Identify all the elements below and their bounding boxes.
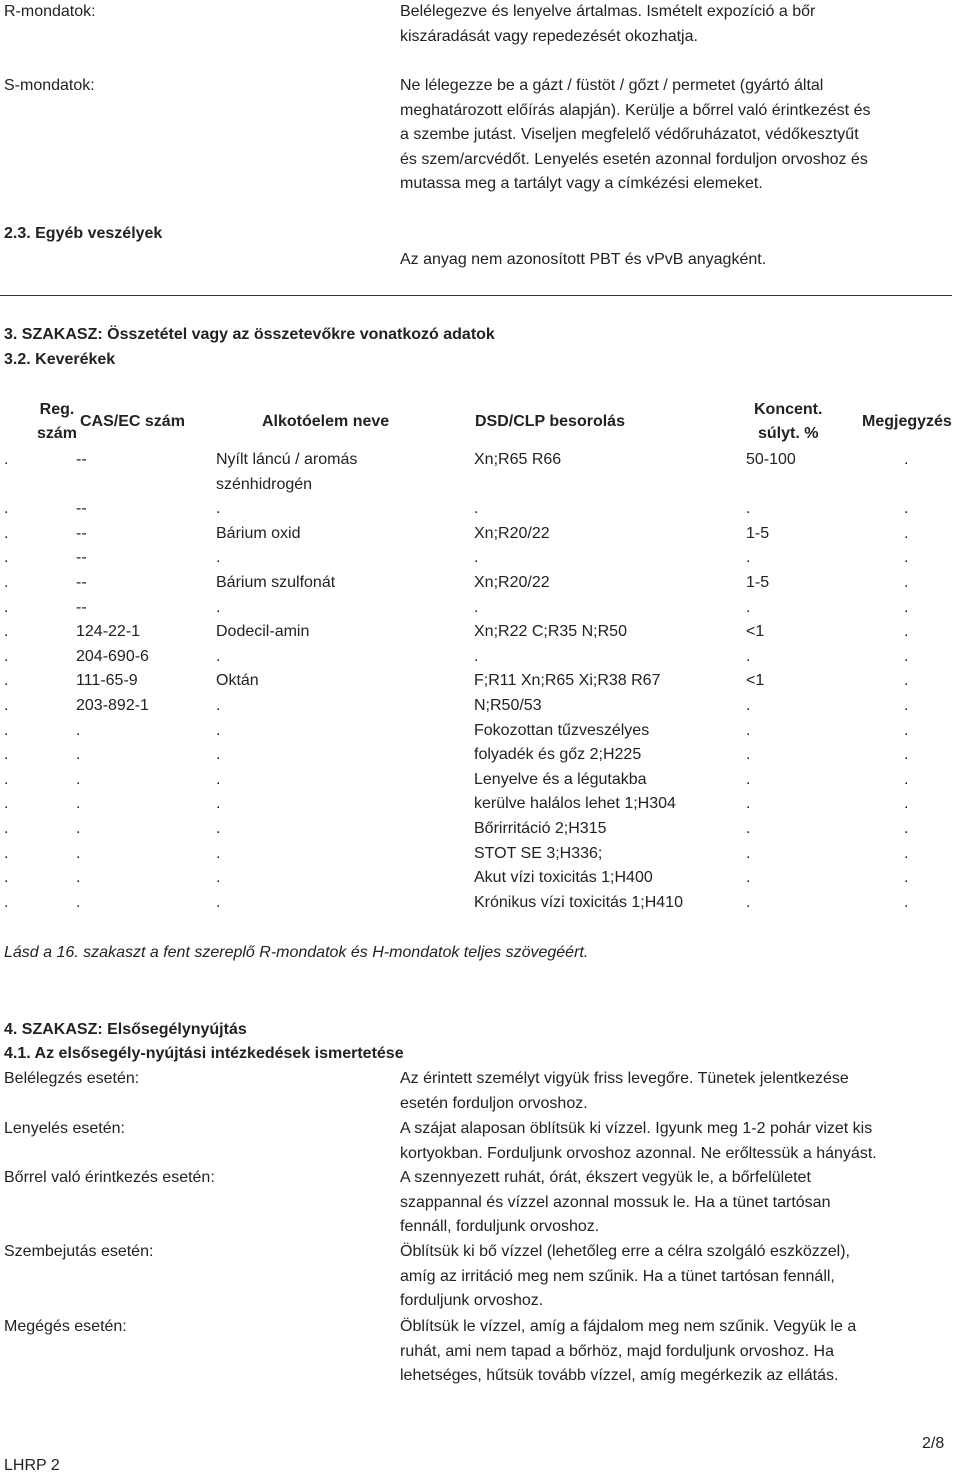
first-aid-text-line: esetén forduljon orvoshoz.: [400, 1094, 588, 1112]
table-cell-name: .: [216, 844, 221, 862]
table-cell-name: .: [216, 820, 221, 837]
table-cell-reg: .: [4, 844, 9, 862]
table-cell-cas: 124-22-1: [76, 623, 141, 641]
table-cell-cas: --: [76, 549, 87, 567]
col-header-note: Megjegyzés: [862, 413, 952, 430]
section3-subheading: 3.2. Keverékek: [4, 351, 116, 368]
table-cell-reg: .: [4, 623, 9, 641]
table-cell-conc: .: [746, 500, 751, 518]
table-cell-name: szénhidrogén: [216, 475, 313, 493]
col-header-cas: CAS/EC szám: [80, 413, 185, 430]
first-aid-text: [400, 1315, 856, 1389]
table-cell-cas: .: [76, 795, 81, 813]
table-cell-cas: --: [76, 500, 87, 518]
r-phrases-text: Belélegezve és lenyelve ártalmas. Ismételt expozíció a bőr kiszáradását vagy repedezését okozhatja.: [400, 3, 816, 45]
table-cell-reg: .: [4, 574, 9, 591]
table-cell-name: .: [216, 770, 221, 788]
footer-doc-code: LHRP 2: [4, 1457, 60, 1474]
first-aid-text-line: fennáll, forduljunk orvoshoz.: [400, 1218, 600, 1235]
table-cell-name: Oktán: [216, 672, 259, 690]
table-cell-conc: .: [746, 549, 751, 567]
table-cell-name: .: [216, 721, 221, 739]
first-aid-label: Belélegzés esetén:: [4, 1070, 140, 1087]
table-cell-cas: --: [76, 451, 87, 468]
table-cell-reg: .: [4, 451, 9, 468]
table-cell-note: .: [904, 869, 909, 887]
table-cell-reg: .: [4, 697, 9, 714]
table-cell-note: .: [904, 524, 909, 542]
table-cell-name: .: [216, 697, 221, 714]
table-cell-name: .: [216, 795, 221, 813]
footer-page-number: 2/8: [922, 1435, 945, 1452]
table-cell-dsd: Xn;R20/22: [474, 524, 550, 542]
table-cell-reg: .: [4, 524, 9, 542]
table-cell-conc: .: [746, 746, 751, 764]
table-cell-name: .: [216, 647, 221, 665]
first-aid-text-line: lehetséges, hűtsük tovább vízzel, amíg megérkezik az ellátás.: [400, 1367, 839, 1384]
table-cell-note: .: [904, 844, 909, 862]
first-aid-text-line: szappannal és vízzel azonnal mossuk le. Ha a tünet tartósan: [400, 1193, 831, 1211]
table-cell-dsd: Bőrirritáció 2;H315: [474, 820, 607, 837]
table-cell-dsd: .: [474, 647, 479, 665]
table-cell-dsd: N;R50/53: [474, 697, 542, 714]
table-cell-dsd: .: [474, 500, 479, 518]
table-cell-dsd: STOT SE 3;H336;: [474, 844, 603, 862]
table-cell-dsd: Xn;R20/22: [474, 574, 550, 591]
table-cell-dsd: .: [474, 598, 479, 616]
table-cell-cas: .: [76, 721, 81, 739]
table-cell-reg: .: [4, 746, 9, 764]
table-cell-conc: .: [746, 647, 751, 665]
first-aid-text-line: forduljunk orvoshoz.: [400, 1292, 544, 1309]
first-aid-text-line: A szennyezett ruhát, órát, ékszert vegyük le, a bőrfelületet: [400, 1169, 811, 1186]
first-aid-text-line: kortyokban. Forduljunk orvoshoz azonnal. Ne erőltessük a hányást.: [400, 1144, 877, 1162]
table-cell-name: .: [216, 746, 221, 764]
table-cell-dsd: Lenyelve és a légutakba: [474, 770, 647, 788]
table-cell-name: Nyílt láncú / aromás: [216, 451, 358, 468]
table-cell-dsd: .: [474, 549, 479, 567]
table-cell-conc: .: [746, 893, 751, 911]
table-cell-dsd: Fokozottan tűzveszélyes: [474, 721, 650, 739]
table-cell-name: Bárium oxid: [216, 524, 301, 542]
table-cell-conc: .: [746, 721, 751, 739]
table-cell-dsd: Xn;R65 R66: [474, 451, 562, 468]
table-cell-conc: .: [746, 844, 751, 862]
first-aid-text-line: Az érintett személyt vigyük friss levegőre. Tünetek jelentkezése: [400, 1070, 849, 1087]
table-cell-note: .: [904, 820, 909, 837]
table-cell-cas: .: [76, 869, 81, 887]
table-cell-note: .: [904, 500, 909, 518]
table-cell-note: .: [904, 770, 909, 788]
table-cell-dsd: folyadék és gőz 2;H225: [474, 746, 642, 764]
table-cell-note: .: [904, 598, 909, 616]
table-cell-reg: .: [4, 893, 9, 911]
table-cell-reg: .: [4, 598, 9, 616]
table-cell-conc: 50-100: [746, 451, 796, 468]
first-aid-text-line: A szájat alaposan öblítsük ki vízzel. Igyunk meg 1-2 pohár vizet kis: [400, 1120, 873, 1137]
table-cell-conc: .: [746, 770, 751, 788]
table-cell-name: Bárium szulfonát: [216, 574, 336, 591]
table-cell-name: .: [216, 549, 221, 567]
table-cell-cas: --: [76, 524, 87, 542]
table-cell-conc: .: [746, 598, 751, 616]
table-cell-reg: .: [4, 795, 9, 813]
first-aid-text: [400, 1166, 830, 1240]
first-aid-text-line: ruhát, ami nem tapad a bőrhöz, majd forduljunk orvoshoz. Ha: [400, 1342, 835, 1360]
r-phrases-label: R-mondatok:: [4, 3, 96, 20]
table-cell-note: .: [904, 574, 909, 591]
section3-heading: 3. SZAKASZ: Összetétel vagy az összetevőkre vonatkozó adatok: [4, 326, 495, 343]
table-cell-dsd: F;R11 Xn;R65 Xi;R38 R67: [474, 672, 661, 690]
table-cell-cas: .: [76, 746, 81, 764]
table-cell-cas: --: [76, 574, 87, 591]
table-cell-conc: 1-5: [746, 524, 770, 542]
table-cell-note: .: [904, 672, 909, 690]
table-footnote: Lásd a 16. szakaszt a fent szereplő R-mondatok és H-mondatok teljes szövegéért.: [4, 944, 589, 961]
table-cell-dsd: Akut vízi toxicitás 1;H400: [474, 869, 653, 887]
first-aid-text: [400, 1067, 849, 1116]
table-cell-cas: 204-690-6: [76, 647, 149, 665]
first-aid-label: Bőrrel való érintkezés esetén:: [4, 1169, 215, 1186]
table-cell-conc: 1-5: [746, 574, 770, 591]
table-cell-reg: .: [4, 672, 9, 690]
table-cell-reg: .: [4, 770, 9, 788]
table-cell-note: .: [904, 451, 909, 468]
table-cell-reg: .: [4, 869, 9, 887]
col-header-conc: Koncent. súlyt. %: [754, 401, 823, 442]
table-cell-note: .: [904, 697, 909, 714]
table-cell-reg: .: [4, 820, 9, 837]
table-cell-conc: .: [746, 795, 751, 813]
table-cell-name: Dodecil-amin: [216, 623, 310, 641]
table-cell-name: .: [216, 869, 221, 887]
first-aid-text-line: Öblítsük ki bő vízzel (lehetőleg erre a célra szolgáló eszközzel),: [400, 1243, 850, 1260]
table-cell-cas: --: [76, 598, 87, 616]
first-aid-text-line: amíg az irritáció meg nem szűnik. Ha a tünet tartósan fennáll,: [400, 1267, 835, 1285]
table-cell-note: .: [904, 795, 909, 813]
col-header-reg: Reg. szám: [37, 401, 78, 442]
table-cell-conc: .: [746, 697, 751, 714]
table-cell-reg: .: [4, 647, 9, 665]
table-cell-name: .: [216, 893, 221, 911]
first-aid-text: [400, 1117, 877, 1166]
table-cell-dsd: kerülve halálos lehet 1;H304: [474, 795, 676, 813]
table-cell-cas: .: [76, 844, 81, 862]
table-cell-conc: <1: [746, 623, 765, 641]
table-cell-cas: 203-892-1: [76, 697, 149, 714]
table-cell-name: .: [216, 500, 221, 518]
table-cell-note: .: [904, 746, 909, 764]
table-cell-reg: .: [4, 721, 9, 739]
table-cell-dsd: Krónikus vízi toxicitás 1;H410: [474, 893, 683, 911]
s-phrases-text: Ne lélegezze be a gázt / füstöt / gőzt / permetet (gyártó által meghatározott előírás alapján). Kerülje a bőrrel való érintkezést és a szembe jutást. Viseljen megfelelő védőruházatot, védőkesztyűt és szem/arcvédőt. Lenyelés esetén azonnal forduljon orvoshoz és mutassa meg a tartályt vagy a címkézési elemeket.: [400, 77, 871, 192]
table-cell-cas: 111-65-9: [76, 672, 138, 690]
first-aid-text-line: Öblítsük le vízzel, amíg a fájdalom meg nem szűnik. Vegyük le a: [400, 1318, 857, 1335]
first-aid-label: Lenyelés esetén:: [4, 1120, 125, 1137]
section4-subheading: 4.1. Az elsősegély-nyújtási intézkedések ismertetése: [4, 1045, 404, 1062]
table-cell-conc: <1: [746, 672, 765, 690]
table-cell-dsd: Xn;R22 C;R35 N;R50: [474, 623, 627, 641]
table-cell-note: .: [904, 721, 909, 739]
section-divider: [0, 295, 952, 296]
table-cell-note: .: [904, 623, 909, 641]
table-cell-cas: .: [76, 820, 81, 837]
table-cell-cas: .: [76, 770, 81, 788]
s-phrases-label: S-mondatok:: [4, 77, 95, 94]
table-cell-note: .: [904, 549, 909, 567]
table-cell-reg: .: [4, 500, 9, 518]
section4-heading: 4. SZAKASZ: Elsősegélynyújtás: [4, 1021, 247, 1038]
first-aid-label: Szembejutás esetén:: [4, 1243, 154, 1260]
col-header-name: Alkotóelem neve: [262, 413, 390, 430]
other-hazards-heading: 2.3. Egyéb veszélyek: [4, 225, 163, 242]
table-cell-note: .: [904, 647, 909, 665]
col-header-dsd: DSD/CLP besorolás: [475, 413, 625, 430]
first-aid-text: [400, 1240, 850, 1314]
table-cell-conc: .: [746, 869, 751, 887]
table-cell-conc: .: [746, 820, 751, 837]
first-aid-label: Megégés esetén:: [4, 1318, 127, 1335]
other-hazards-text: Az anyag nem azonosított PBT és vPvB anyagként.: [400, 251, 767, 268]
table-cell-note: .: [904, 893, 909, 911]
table-cell-reg: .: [4, 549, 9, 567]
table-cell-name: .: [216, 598, 221, 616]
table-cell-cas: .: [76, 893, 81, 911]
